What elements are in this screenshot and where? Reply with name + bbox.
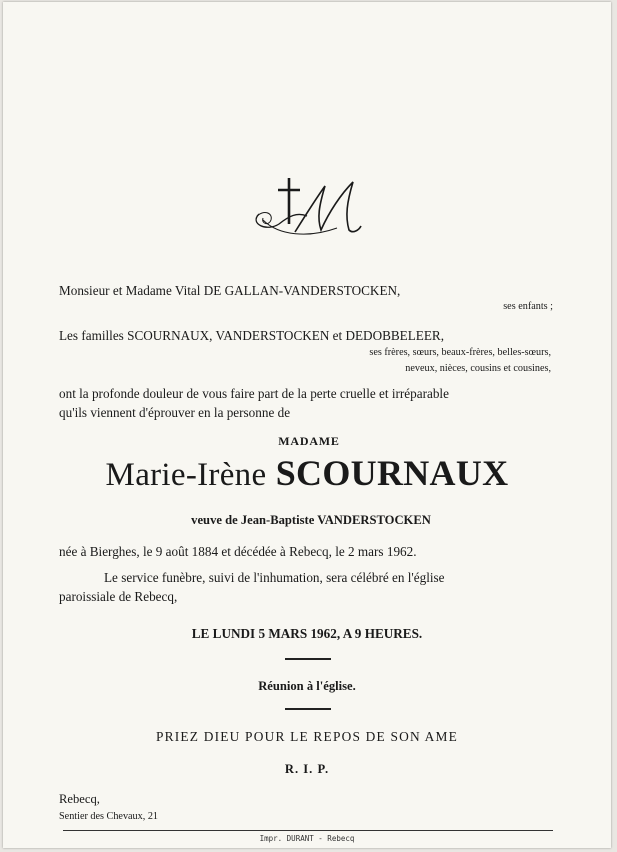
service-datetime: LE LUNDI 5 MARS 1962, A 9 HEURES. — [191, 626, 423, 641]
deceased-surname: SCOURNAUX — [275, 453, 509, 493]
families-relation-1: ses frères, sœurs, beaux-frères, belles-sœurs, — [369, 347, 551, 358]
families-relation-2: neveux, nièces, cousins et cousines, — [405, 363, 551, 374]
address-city: Rebecq, — [59, 792, 100, 806]
cross-monogram-icon — [249, 172, 369, 247]
footer-rule — [63, 830, 553, 831]
announcement-line-1: ont la profonde douleur de vous faire part de la perte cruelle et irréparable — [59, 386, 449, 401]
widow-of-line: veuve de Jean-Baptiste VANDERSTOCKEN — [191, 513, 431, 527]
parents-line: Monsieur et Madame Vital DE GALLAN-VANDERSTOCKEN, — [59, 283, 401, 298]
funeral-notice-card — [3, 2, 611, 848]
deceased-first-names: Marie-Irène — [105, 457, 267, 493]
parents-relation: ses enfants ; — [503, 301, 553, 312]
deceased-title: MADAME — [278, 434, 340, 448]
service-line-2: paroissiale de Rebecq, — [59, 589, 178, 604]
divider — [285, 658, 331, 660]
families-line: Les familles SCOURNAUX, VANDERSTOCKEN et DEDOBBELEER, — [59, 328, 444, 343]
deceased-name — [3, 452, 611, 494]
birth-death-line: née à Bierghes, le 9 août 1884 et décédée à Rebecq, le 2 mars 1962. — [59, 544, 417, 559]
announcement-line-2: qu'ils viennent d'éprouver en la personne de — [59, 405, 291, 420]
address-street: Sentier des Chevaux, 21 — [59, 811, 159, 822]
prayer-line: PRIEZ DIEU POUR LE REPOS DE SON AME — [155, 729, 459, 744]
divider — [285, 708, 331, 710]
service-line-1: Le service funèbre, suivi de l'inhumation, sera célébré en l'église — [104, 570, 445, 585]
rip-line: R. I. P. — [284, 762, 330, 776]
meeting-line: Réunion à l'église. — [258, 679, 356, 693]
printer-imprint: Impr. DURANT - Rebecq — [259, 834, 355, 843]
